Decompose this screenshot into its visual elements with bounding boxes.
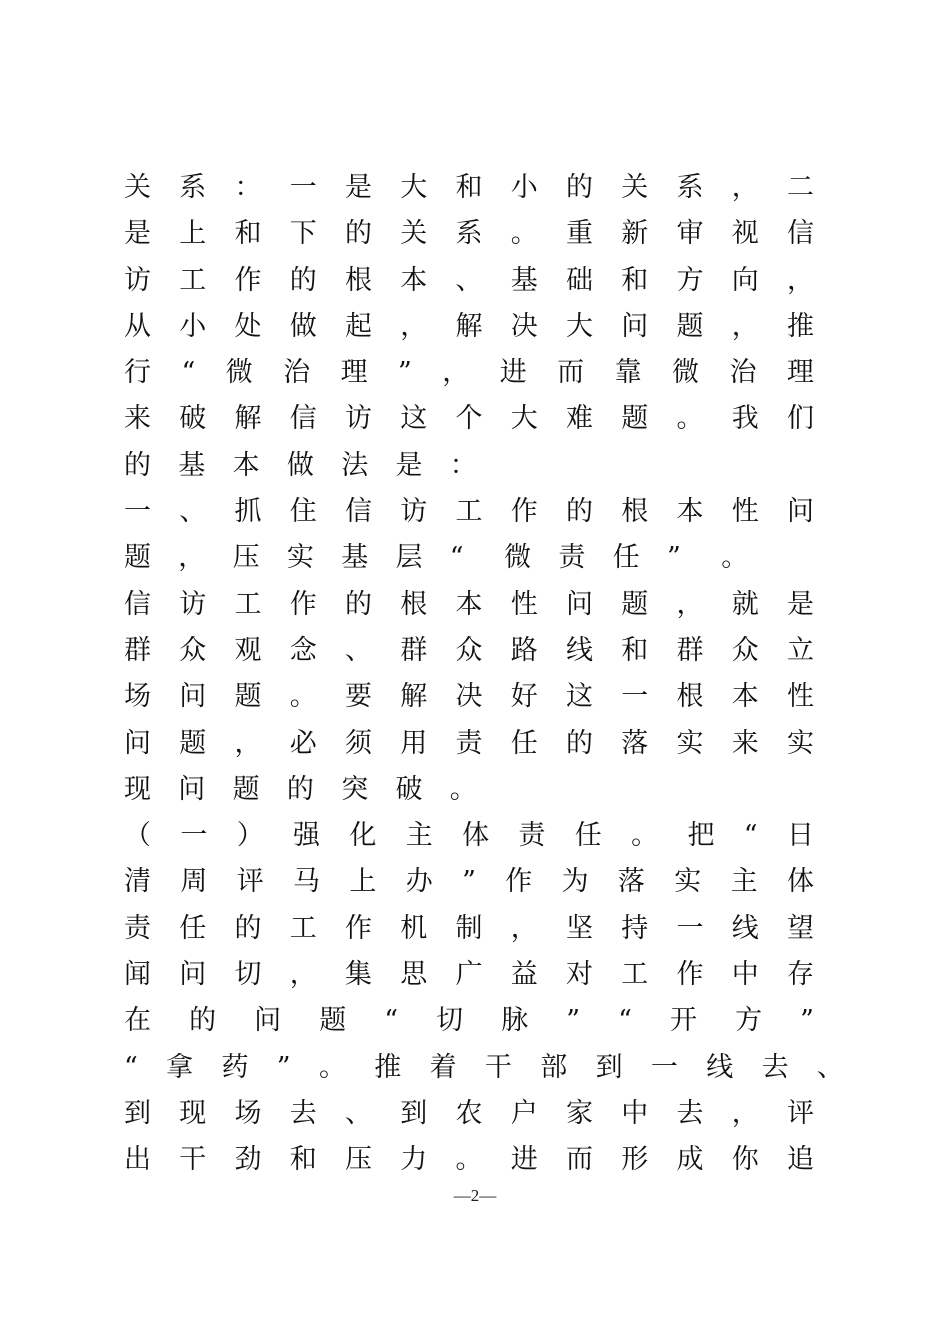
text-char: 。 (510, 218, 538, 250)
text-char: 中 (621, 1097, 649, 1129)
text-char: 下 (289, 218, 317, 250)
text-char: 工 (234, 588, 262, 620)
text-char: 信 (289, 403, 317, 435)
text-char: 去 (289, 1097, 317, 1129)
text-char: “ (449, 542, 464, 574)
text-line-1 (124, 165, 814, 211)
text-char: 根 (676, 681, 704, 713)
text-char: 的 (345, 218, 372, 250)
text-char: 主 (730, 866, 758, 898)
text-char: 解 (400, 681, 428, 713)
text-char: 用 (400, 727, 428, 759)
text-char: 基 (341, 542, 369, 574)
text-char: 工 (621, 959, 649, 991)
text-char: 根 (400, 588, 428, 620)
text-char: 路 (510, 634, 538, 666)
text-char: 大 (400, 172, 428, 203)
text-char: 访 (179, 588, 207, 620)
text-char: 一 (180, 820, 208, 852)
text-char: 。 (721, 542, 749, 574)
text-char: 问 (124, 727, 151, 759)
text-char: 层 (395, 542, 423, 574)
text-char: 性 (510, 588, 538, 620)
text-char: ” (462, 866, 476, 898)
text-char: 场 (124, 681, 151, 713)
text-char: 性 (787, 681, 814, 713)
text-char: “ (743, 820, 758, 852)
text-line-11 (124, 628, 814, 674)
text-char: 部 (540, 1051, 568, 1083)
text-char: ” (800, 1005, 814, 1037)
text-char: 切 (234, 959, 262, 991)
page-number: —2— (453, 1186, 497, 1205)
text-char: 和 (234, 218, 262, 250)
text-char: 个 (455, 403, 483, 435)
text-char: 线 (706, 1051, 734, 1083)
text-char: 的 (345, 588, 372, 620)
text-char: 办 (405, 866, 433, 898)
text-char: 治 (283, 357, 311, 389)
text-char: 靠 (614, 357, 642, 389)
text-char: 题 (621, 403, 649, 435)
text-line-3 (124, 258, 814, 304)
text-char: 们 (787, 403, 814, 435)
text-line-2 (124, 211, 814, 257)
text-char: 是 (787, 588, 814, 620)
text-char: 来 (124, 403, 151, 435)
text-char: 线 (731, 912, 759, 944)
text-char: 破 (179, 403, 207, 435)
text-char: 。 (455, 1144, 483, 1176)
text-char: 和 (455, 172, 483, 203)
text-char: 评 (787, 1097, 814, 1129)
text-char: 评 (236, 866, 264, 898)
text-char: 实 (787, 727, 814, 759)
text-line-16 (124, 859, 814, 905)
text-line-19 (124, 998, 814, 1044)
text-char: ： (234, 172, 262, 203)
text-line-21 (124, 1091, 814, 1137)
text-char: ， (234, 727, 262, 759)
text-char: 要 (345, 681, 372, 713)
text-char: 视 (731, 218, 759, 250)
text-char: 好 (510, 681, 538, 713)
text-char: 而 (566, 1144, 593, 1176)
text-char: “ (124, 1051, 138, 1083)
text-char: 信 (124, 588, 151, 620)
text-char: 去 (676, 1097, 704, 1129)
text-char: 线 (566, 634, 593, 666)
text-char: ， (731, 310, 759, 342)
text-char: 访 (400, 496, 428, 528)
text-char: 理 (340, 357, 368, 389)
text-char: 观 (234, 634, 262, 666)
text-char: 工 (179, 264, 207, 296)
text-char: 治 (729, 357, 757, 389)
text-char: “ (181, 357, 196, 389)
text-char: 根 (345, 264, 372, 296)
text-char: 础 (566, 264, 593, 296)
text-char: 。 (289, 681, 317, 713)
text-char: 问 (179, 959, 207, 991)
text-char: 系 (455, 218, 483, 250)
text-char: 周 (180, 866, 208, 898)
text-char: 追 (787, 1144, 814, 1176)
text-char: 访 (345, 403, 372, 435)
text-char: 压 (345, 1144, 372, 1176)
text-char: 是 (124, 218, 151, 250)
text-char: 二 (787, 172, 814, 203)
text-char: 到 (124, 1097, 151, 1129)
text-char: 性 (731, 496, 759, 528)
text-char: 题 (232, 773, 260, 805)
text-char: 推 (374, 1051, 402, 1083)
text-char: 众 (179, 634, 207, 666)
text-char: 问 (621, 310, 649, 342)
text-char: 念 (289, 634, 317, 666)
text-char: 闻 (124, 959, 151, 991)
text-char: 的 (289, 264, 317, 296)
text-char: ， (442, 357, 470, 389)
text-char: 的 (566, 727, 593, 759)
text-char: 本 (232, 449, 260, 481)
text-char: ， (731, 1097, 759, 1129)
text-char: 须 (345, 727, 372, 759)
text-char: 责 (124, 912, 151, 944)
text-char: 一 (676, 912, 704, 944)
text-line-22 (124, 1137, 814, 1183)
text-char: 这 (400, 403, 428, 435)
text-char: 上 (349, 866, 377, 898)
text-char: 访 (124, 264, 151, 296)
text-char: 日 (786, 820, 814, 852)
text-char: 、 (345, 634, 372, 666)
text-char: 出 (124, 1144, 151, 1176)
text-line-10 (124, 582, 814, 628)
text-char: 到 (400, 1097, 428, 1129)
text-char: 成 (676, 1144, 704, 1176)
text-char: 题 (676, 310, 704, 342)
text-char: 众 (731, 634, 759, 666)
text-char: 信 (787, 218, 814, 250)
text-char: 坚 (566, 912, 593, 944)
text-char: 责 (518, 820, 546, 852)
text-char: 群 (676, 634, 704, 666)
text-char: ， (289, 959, 317, 991)
text-char: 问 (178, 773, 206, 805)
body-text (124, 165, 844, 1184)
text-char: 干 (179, 1144, 207, 1176)
text-char: 群 (400, 634, 428, 666)
text-char: 。 (318, 1051, 346, 1083)
text-char: 小 (179, 310, 207, 342)
text-char: 必 (289, 727, 317, 759)
text-char: 作 (345, 912, 372, 944)
text-char: 基 (178, 449, 206, 481)
text-char: 着 (429, 1051, 457, 1083)
text-char: 体 (786, 866, 814, 898)
text-char: 来 (731, 727, 759, 759)
text-char: 任 (510, 727, 538, 759)
text-char: 中 (731, 959, 759, 991)
text-char: 责 (455, 727, 483, 759)
text-char: 和 (289, 1144, 317, 1176)
text-char: 微 (672, 357, 699, 389)
text-char: 、 (345, 1097, 372, 1129)
text-char: 行 (124, 357, 151, 389)
text-char: 一 (621, 681, 649, 713)
text-char: 解 (234, 403, 262, 435)
text-char: 本 (455, 588, 483, 620)
text-char: 作 (289, 588, 317, 620)
text-char: 思 (400, 959, 428, 991)
text-char: 。 (631, 820, 659, 852)
text-char: 题 (179, 727, 207, 759)
text-char: 的 (566, 172, 593, 203)
text-char: 问 (179, 681, 207, 713)
text-char: 本 (676, 496, 704, 528)
text-char: 的 (286, 773, 314, 805)
text-char: 去 (761, 1051, 789, 1083)
text-char: 是 (345, 172, 372, 203)
text-char: 实 (674, 866, 702, 898)
text-char: 起 (345, 310, 372, 342)
text-char: 抓 (234, 496, 262, 528)
text-char: 这 (566, 681, 593, 713)
text-char: 工 (455, 496, 483, 528)
text-char: 就 (731, 588, 759, 620)
text-char: 问 (566, 588, 593, 620)
text-char: 化 (349, 820, 377, 852)
text-char: 上 (179, 218, 207, 250)
text-char: 作 (676, 959, 704, 991)
text-char: 解 (455, 310, 483, 342)
text-line-4 (124, 304, 814, 350)
text-char: 户 (510, 1097, 538, 1129)
text-char: 形 (621, 1144, 649, 1176)
text-char: 本 (731, 681, 759, 713)
text-char: 你 (731, 1144, 759, 1176)
text-line-9 (124, 535, 814, 581)
text-char: 重 (566, 218, 593, 250)
text-char: 进 (499, 357, 527, 389)
text-char: 劲 (234, 1144, 262, 1176)
text-char: 难 (566, 403, 593, 435)
text-char: 现 (124, 773, 151, 805)
text-char: 关 (400, 218, 428, 250)
text-char: 本 (400, 264, 428, 296)
text-char: 作 (510, 496, 538, 528)
text-char: ” (666, 542, 681, 574)
text-char: 系 (179, 172, 207, 203)
text-char: 根 (621, 496, 649, 528)
text-char: 压 (232, 542, 260, 574)
text-line-17 (124, 906, 814, 952)
text-char: 在 (124, 1005, 151, 1037)
text-char: 和 (621, 634, 649, 666)
text-char: 关 (621, 172, 649, 203)
text-line-7 (124, 443, 814, 489)
text-char: 微 (225, 357, 253, 389)
text-char: 群 (124, 634, 151, 666)
text-char: 方 (676, 264, 704, 296)
text-char: 落 (621, 727, 649, 759)
text-char: 问 (254, 1005, 282, 1037)
text-char: 大 (510, 403, 538, 435)
text-char: 力 (400, 1144, 428, 1176)
text-char: 进 (510, 1144, 538, 1176)
text-char: 任 (612, 542, 640, 574)
text-char: 从 (124, 310, 151, 342)
text-char: 马 (293, 866, 321, 898)
text-char: 题 (234, 681, 262, 713)
text-char: 一 (289, 172, 317, 203)
text-char: 。 (676, 403, 704, 435)
text-char: ， (731, 172, 759, 203)
text-char: 作 (234, 264, 262, 296)
text-char: 作 (505, 866, 533, 898)
text-char: 、 (455, 264, 483, 296)
text-char: 立 (787, 634, 814, 666)
text-char: 处 (234, 310, 262, 342)
text-char: 责 (558, 542, 586, 574)
text-char: 新 (621, 218, 649, 250)
text-char: 制 (455, 912, 483, 944)
text-char: 家 (566, 1097, 593, 1129)
text-char: ” (566, 1005, 581, 1037)
text-char: 工 (289, 912, 317, 944)
text-char: 问 (787, 496, 814, 528)
text-char: 为 (561, 866, 589, 898)
text-char: 任 (179, 912, 207, 944)
text-char: 清 (124, 866, 151, 898)
text-char: 基 (510, 264, 538, 296)
text-char: ” (398, 357, 412, 389)
text-char: 和 (621, 264, 649, 296)
text-char: 主 (405, 820, 433, 852)
text-char: 干 (484, 1051, 512, 1083)
text-char: 对 (566, 959, 593, 991)
text-char: “ (618, 1005, 632, 1037)
text-char: 而 (557, 357, 585, 389)
text-char: ： (449, 449, 477, 481)
text-char: 做 (286, 449, 314, 481)
text-char: “ (384, 1005, 399, 1037)
text-char: 、 (816, 1051, 844, 1083)
text-char: 小 (510, 172, 538, 203)
text-char: 做 (289, 310, 317, 342)
text-char: 向 (731, 264, 759, 296)
text-char: 把 (687, 820, 715, 852)
text-char: 系 (676, 172, 704, 203)
text-char: 题 (621, 588, 649, 620)
text-line-8 (124, 489, 814, 535)
text-char: 到 (595, 1051, 623, 1083)
text-char: 持 (621, 912, 649, 944)
text-char: 场 (234, 1097, 262, 1129)
text-line-12 (124, 674, 814, 720)
text-char: 大 (566, 310, 593, 342)
text-line-20 (124, 1045, 844, 1091)
text-char: 。 (449, 773, 477, 805)
text-char: （ (124, 820, 151, 852)
text-char: 开 (670, 1005, 697, 1037)
text-char: 存 (787, 959, 814, 991)
text-char: 一 (124, 496, 151, 528)
text-char: ” (276, 1051, 291, 1083)
text-char: 是 (395, 449, 423, 481)
text-char: 现 (179, 1097, 207, 1129)
text-char: 实 (286, 542, 314, 574)
text-char: 药 (221, 1051, 249, 1083)
text-char: ， (178, 542, 206, 574)
text-char: ） (236, 820, 264, 852)
text-line-6 (124, 396, 814, 442)
text-line-18 (124, 952, 814, 998)
text-char: 理 (786, 357, 814, 389)
text-char: 破 (395, 773, 423, 805)
text-char: 机 (400, 912, 428, 944)
text-char: 一 (650, 1051, 678, 1083)
text-char: 微 (504, 542, 532, 574)
text-char: 实 (676, 727, 704, 759)
text-char: 的 (124, 449, 151, 481)
text-char: 的 (234, 912, 262, 944)
text-line-13 (124, 721, 814, 767)
text-char: 广 (455, 959, 483, 991)
text-char: 益 (510, 959, 538, 991)
text-char: 任 (574, 820, 602, 852)
text-char: 审 (676, 218, 704, 250)
text-char: ， (510, 912, 538, 944)
text-char: 的 (566, 496, 593, 528)
text-char: 脉 (501, 1005, 529, 1037)
text-char: 集 (345, 959, 372, 991)
text-line-15 (124, 813, 814, 859)
text-char: 关 (124, 172, 151, 203)
text-char: 决 (510, 310, 538, 342)
text-char: 方 (735, 1005, 763, 1037)
text-char: 的 (189, 1005, 217, 1037)
text-char: 落 (617, 866, 645, 898)
text-char: 题 (319, 1005, 347, 1037)
text-char: 推 (787, 310, 814, 342)
text-line-14 (124, 767, 814, 813)
text-char: 体 (462, 820, 490, 852)
text-char: 突 (341, 773, 369, 805)
text-char: ， (787, 264, 814, 296)
text-char: ， (400, 310, 428, 342)
text-line-5 (124, 350, 814, 396)
text-char: 拿 (166, 1051, 194, 1083)
text-char: 切 (436, 1005, 464, 1037)
text-char: 住 (289, 496, 317, 528)
text-char: 我 (731, 403, 759, 435)
text-char: 望 (787, 912, 814, 944)
text-char: ， (676, 588, 704, 620)
text-char: 、 (179, 496, 207, 528)
text-char: 题 (124, 542, 151, 574)
text-char: 农 (455, 1097, 483, 1129)
text-char: 信 (345, 496, 372, 528)
text-char: 强 (293, 820, 321, 852)
text-char: 决 (455, 681, 483, 713)
text-char: 众 (455, 634, 483, 666)
text-char: 法 (341, 449, 369, 481)
